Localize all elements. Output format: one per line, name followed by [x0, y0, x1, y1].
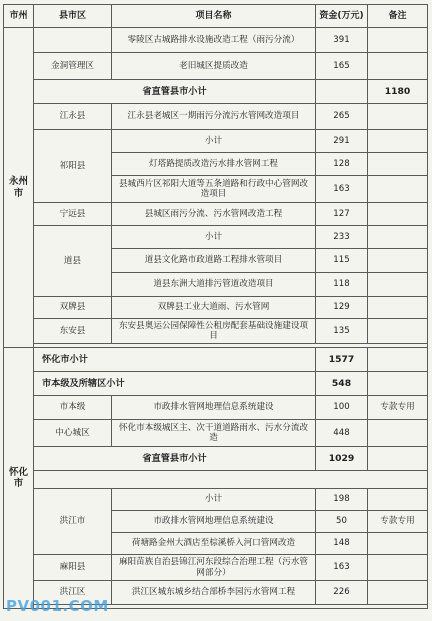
- note-cell: [368, 203, 428, 226]
- county-cell: [34, 28, 112, 53]
- project-cell: 道县东洲大道排污管道改造项目: [112, 273, 316, 297]
- project-cell: 小计: [112, 130, 316, 153]
- county-cell: 宁远县: [34, 203, 112, 226]
- table-row: [4, 130, 428, 153]
- project-cell: 麻阳苗族自治县锦江河东段综合治理工程（污水管网部分）: [112, 555, 316, 581]
- project-cell: 东安县奥运公园保障性公租房配套基础设施建设项目: [112, 319, 316, 344]
- table-row: [4, 28, 428, 53]
- fund-cell: 226: [316, 581, 368, 605]
- subtotal-label: 怀化市小计: [34, 348, 316, 372]
- fund-cell: 198: [316, 489, 368, 511]
- fund-cell: 129: [316, 297, 368, 319]
- note-cell: [368, 130, 428, 153]
- subtotal-value: 548: [316, 372, 368, 396]
- table-row: [4, 319, 428, 344]
- county-cell: 洪江市: [34, 489, 112, 555]
- note-cell: [368, 348, 428, 372]
- fund-cell: 148: [316, 533, 368, 555]
- project-cell: 道县文化路市政道路工程排水管项目: [112, 249, 316, 273]
- subtotal-row: [4, 447, 428, 471]
- note-cell: [368, 420, 428, 447]
- project-cell: 江永县老城区一期雨污分流污水管网改造项目: [112, 104, 316, 130]
- note-cell: 专款专用: [368, 511, 428, 533]
- fund-cell: 448: [316, 420, 368, 447]
- header-row: [4, 5, 428, 28]
- note-cell: [368, 297, 428, 319]
- note-cell: [368, 372, 428, 396]
- project-cell: 零陵区古城路排水设施改造工程（雨污分流）: [112, 28, 316, 53]
- project-cell: 双牌县工业大道雨、污水管网: [112, 297, 316, 319]
- project-cell: 灯塔路提质改造污水排水管网工程: [112, 153, 316, 176]
- fund-cell: 233: [316, 226, 368, 249]
- table-row: [4, 203, 428, 226]
- city-cell-huaihua: 怀化市: [4, 348, 34, 609]
- subtotal-label: 省直管县市小计: [34, 80, 316, 104]
- county-cell: 洪江区: [34, 581, 112, 605]
- fund-cell: 100: [316, 396, 368, 420]
- project-cell: 洪江区城东城乡结合部桥李园污水管网工程: [112, 581, 316, 605]
- fund-cell: 291: [316, 130, 368, 153]
- fund-cell: 118: [316, 273, 368, 297]
- table-row: [4, 104, 428, 130]
- county-cell: 市本级: [34, 396, 112, 420]
- county-cell: 祁阳县: [34, 130, 112, 203]
- note-cell: [368, 581, 428, 605]
- fund-cell: 128: [316, 153, 368, 176]
- header-note: 备注: [368, 5, 428, 28]
- table-row: [4, 396, 428, 420]
- county-cell: 金洞管理区: [34, 53, 112, 80]
- note-cell: [368, 153, 428, 176]
- fund-cell: 265: [316, 104, 368, 130]
- note-cell: [368, 249, 428, 273]
- fund-cell: 163: [316, 555, 368, 581]
- fund-cell: 135: [316, 319, 368, 344]
- note-cell: [368, 533, 428, 555]
- spacer-cell: [34, 471, 428, 489]
- table-row: [4, 226, 428, 249]
- project-cell: 老旧城区提质改造: [112, 53, 316, 80]
- note-cell: [368, 489, 428, 511]
- project-cell: 荷塘路金州大酒店至棕溪桥入河口管网改造: [112, 533, 316, 555]
- county-cell: 江永县: [34, 104, 112, 130]
- header-fund: 资金(万元): [316, 5, 368, 28]
- subtotal-row: [4, 348, 428, 372]
- project-cell: 县城区雨污分流、污水管网改造工程: [112, 203, 316, 226]
- note-cell: [368, 104, 428, 130]
- header-city: 市州: [4, 5, 34, 28]
- note-cell: [368, 319, 428, 344]
- project-cell: [316, 80, 368, 104]
- table-row: [4, 555, 428, 581]
- note-cell: [368, 28, 428, 53]
- note-cell: [368, 226, 428, 249]
- subtotal-value: 1180: [368, 80, 428, 104]
- project-cell: 小计: [112, 489, 316, 511]
- subtotal-value: 1577: [316, 348, 368, 372]
- table-row: [4, 471, 428, 489]
- note-cell: 专款专用: [368, 396, 428, 420]
- fund-cell: 127: [316, 203, 368, 226]
- note-cell: [368, 53, 428, 80]
- county-cell: 双牌县: [34, 297, 112, 319]
- county-cell: 中心城区: [34, 420, 112, 447]
- watermark: PV001.COM: [6, 597, 109, 615]
- subtotal-label: 省直管县市小计: [34, 447, 316, 471]
- note-cell: [368, 555, 428, 581]
- note-cell: [368, 273, 428, 297]
- table-row: [4, 53, 428, 80]
- project-cell: 县城西片区祁阳大道等五条道路和行政中心管网改造项目: [112, 176, 316, 203]
- county-cell: 麻阳县: [34, 555, 112, 581]
- fund-cell: 115: [316, 249, 368, 273]
- note-cell: [368, 447, 428, 471]
- county-cell: 道县: [34, 226, 112, 297]
- subtotal-label: 市本级及所辖区小计: [34, 372, 316, 396]
- fund-cell: 50: [316, 511, 368, 533]
- header-project: 项目名称: [112, 5, 316, 28]
- table-row: [4, 420, 428, 447]
- fund-cell: 391: [316, 28, 368, 53]
- city-cell-yongzhou: 永州市: [4, 28, 34, 348]
- project-cell: 小计: [112, 226, 316, 249]
- fund-table: [3, 4, 428, 609]
- subtotal-row: [4, 372, 428, 396]
- table-row: [4, 489, 428, 511]
- fund-cell: 165: [316, 53, 368, 80]
- project-cell: 怀化市本级城区主、次干道道路雨水、污水分流改造: [112, 420, 316, 447]
- fund-cell: 163: [316, 176, 368, 203]
- project-cell: 市政排水管网地理信息系统建设: [112, 396, 316, 420]
- county-cell: 东安县: [34, 319, 112, 344]
- header-county: 县市区: [34, 5, 112, 28]
- note-cell: [368, 176, 428, 203]
- subtotal-value: 1029: [316, 447, 368, 471]
- table-row: [4, 297, 428, 319]
- subtotal-row: [4, 80, 428, 104]
- project-cell: 市政排水管网地理信息系统建设: [112, 511, 316, 533]
